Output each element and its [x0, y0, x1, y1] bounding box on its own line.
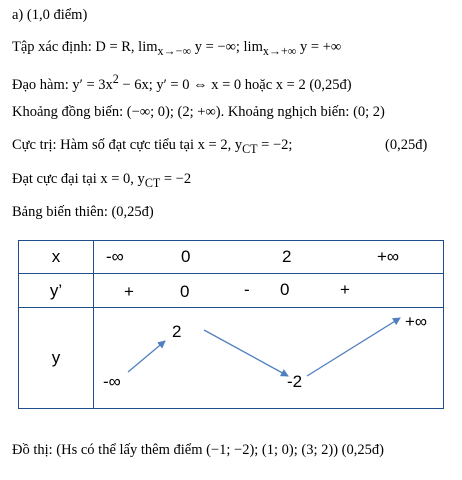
extrema-max-line: Đạt cực đại tại x = 0, $y_{CT} = -2$ [12, 171, 192, 190]
graph-line: Đồ thị: (Hs có thể lấy thêm điểm (−1; −2); (1; 0); (3; 2)) (0,25đ) [12, 442, 384, 458]
arrow-decrease [204, 330, 288, 376]
table-title: Bảng biến thiên: (0,25đ) [12, 204, 154, 220]
x-neg-inf: -∞ [106, 247, 124, 266]
row-label-x: x [19, 241, 94, 274]
y-max-value: 2 [172, 322, 182, 341]
arrow-increase-2 [307, 318, 400, 376]
row-label-derivative: y’ [19, 274, 94, 308]
y-pos-inf: +∞ [405, 312, 428, 331]
derivative-values-cell [94, 274, 444, 308]
part-header: a) (1,0 điểm) [12, 7, 88, 23]
derivative-zero-2: 0 [280, 280, 290, 299]
extrema-min-score: (0,25đ) [385, 137, 428, 153]
monotonic-line: Khoảng đồng biến: (−∞; 0); (2; +∞). Khoảng nghịch biến: (0; 2) [12, 104, 385, 120]
y-values-cell [94, 308, 444, 409]
derivative-sign-2: - [244, 280, 250, 299]
row-label-y: y [19, 308, 94, 409]
x-values-cell [94, 241, 444, 274]
x-two: 2 [282, 247, 292, 266]
derivative-sign-1: + [124, 282, 134, 301]
x-pos-inf: +∞ [377, 247, 400, 266]
variation-arrows [94, 308, 446, 410]
derivative-zero-1: 0 [180, 282, 190, 301]
derivative-line: Đạo hàm: $y' = 3x^2 - 6x$; y′ = 0 ⇔ x = 0 hoặc x = 2 (0,25đ) [12, 72, 352, 93]
variation-table [18, 240, 444, 409]
y-neg-inf: -∞ [103, 372, 121, 391]
x-zero: 0 [181, 247, 191, 266]
extrema-min-line: Cực trị: Hàm số đạt cực tiểu tại x = 2, $y_{CT} = -2$; [12, 137, 293, 156]
derivative-sign-3: + [340, 280, 350, 299]
arrow-increase-1 [128, 341, 165, 372]
domain-line: Tập xác định: D = R, $\lim_{x\to-\infty} y$ = −∞; $\lim_{x\to+\infty} y$ = +∞ [12, 39, 342, 58]
y-min-value: -2 [287, 372, 303, 391]
